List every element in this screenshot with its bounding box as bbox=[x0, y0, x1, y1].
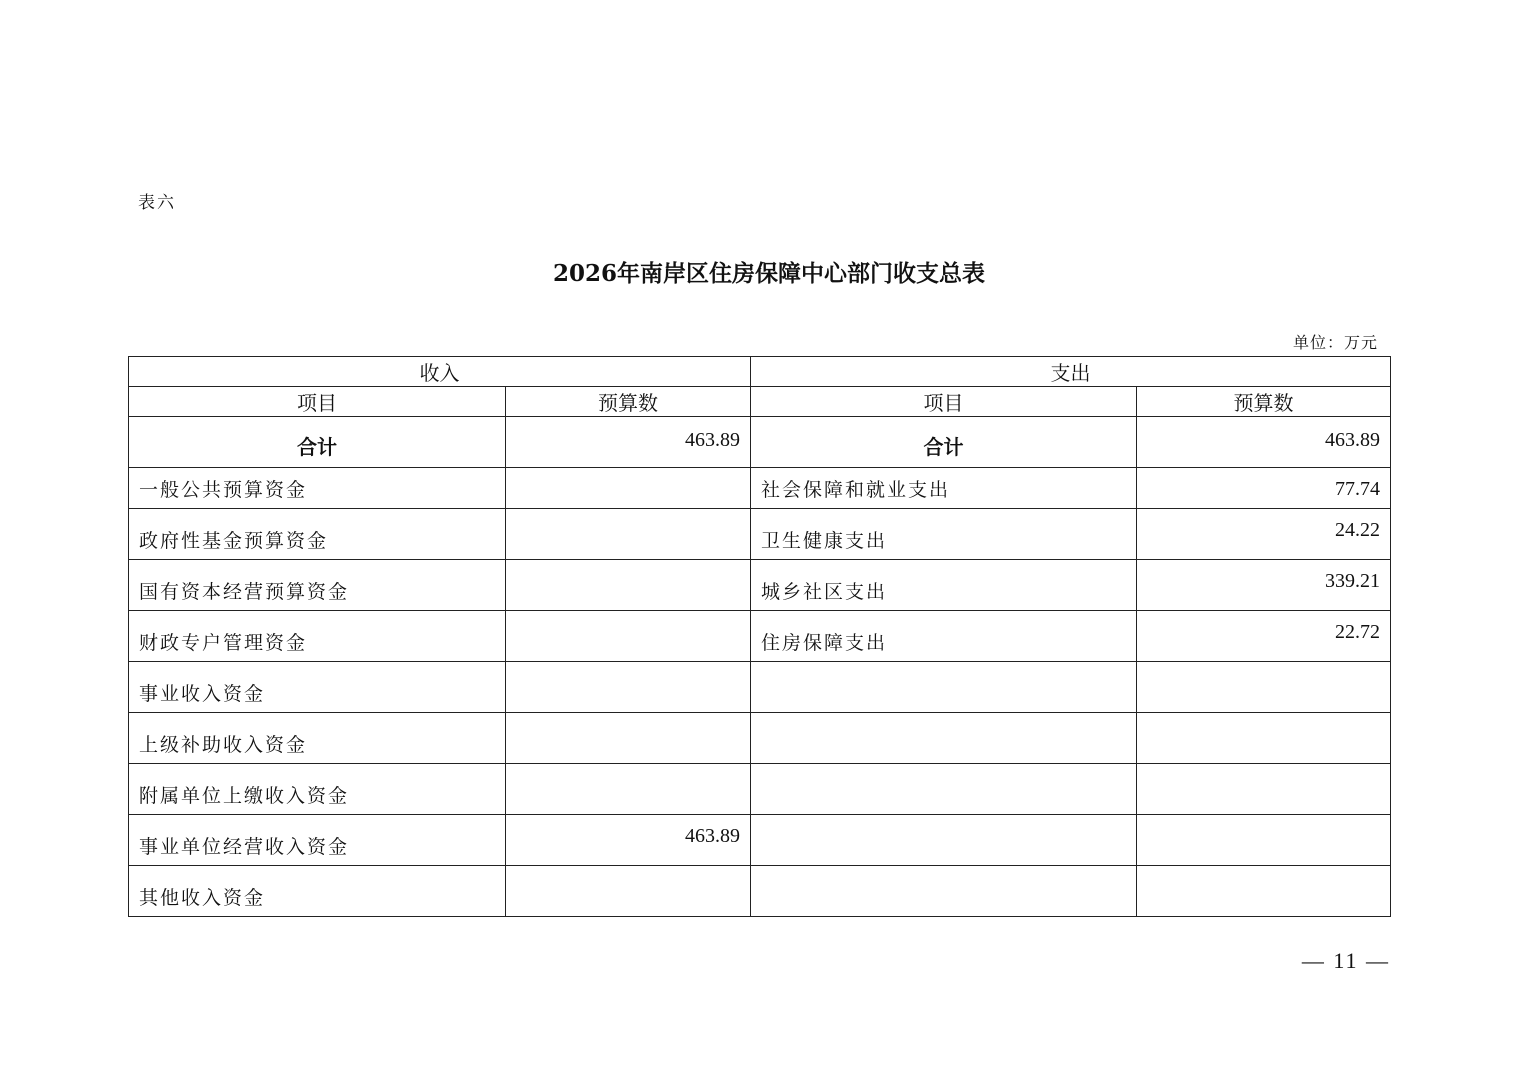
expense-item: 社会保障和就业支出 bbox=[751, 468, 1137, 509]
income-value bbox=[506, 560, 751, 611]
expense-group-header: 支出 bbox=[751, 357, 1391, 387]
table-row bbox=[129, 764, 1391, 815]
document-title: 2026年南岸区住房保障中心部门收支总表 bbox=[552, 260, 985, 287]
income-item-column-header: 项目 bbox=[129, 387, 506, 417]
income-item: 国有资本经营预算资金 bbox=[129, 560, 506, 611]
expense-item bbox=[751, 866, 1137, 917]
expense-item bbox=[751, 764, 1137, 815]
income-item: 一般公共预算资金 bbox=[129, 468, 506, 509]
expense-total-label: 合计 bbox=[751, 417, 1137, 468]
income-value bbox=[506, 509, 751, 560]
income-item: 政府性基金预算资金 bbox=[129, 509, 506, 560]
expense-value: 339.21 bbox=[1137, 560, 1391, 611]
income-item: 上级补助收入资金 bbox=[129, 713, 506, 764]
expense-value bbox=[1137, 764, 1391, 815]
expense-value: 22.72 bbox=[1137, 611, 1391, 662]
income-value bbox=[506, 713, 751, 764]
table-row bbox=[129, 662, 1391, 713]
expense-value bbox=[1137, 662, 1391, 713]
income-value bbox=[506, 866, 751, 917]
expense-budget-column-header: 预算数 bbox=[1137, 387, 1391, 417]
income-group-header: 收入 bbox=[129, 357, 751, 387]
table-row bbox=[129, 713, 1391, 764]
unit-label: 单位：万元 bbox=[1292, 333, 1378, 352]
table-body bbox=[129, 357, 1391, 917]
expense-item-column-header: 项目 bbox=[751, 387, 1137, 417]
table-row bbox=[129, 866, 1391, 917]
income-value bbox=[506, 611, 751, 662]
expense-item: 住房保障支出 bbox=[751, 611, 1137, 662]
expense-value bbox=[1137, 866, 1391, 917]
table-label: 表六 bbox=[138, 193, 176, 213]
expense-item: 城乡社区支出 bbox=[751, 560, 1137, 611]
expense-value bbox=[1137, 713, 1391, 764]
expense-total-value: 463.89 bbox=[1137, 417, 1391, 468]
income-item: 事业收入资金 bbox=[129, 662, 506, 713]
column-header-row bbox=[129, 387, 1391, 417]
expense-value bbox=[1137, 815, 1391, 866]
expense-item bbox=[751, 713, 1137, 764]
page-number: — 11 — bbox=[1301, 948, 1390, 973]
income-value bbox=[506, 764, 751, 815]
table-row bbox=[129, 815, 1391, 866]
table-row bbox=[129, 560, 1391, 611]
income-total-value: 463.89 bbox=[506, 417, 751, 468]
income-value bbox=[506, 662, 751, 713]
income-value bbox=[506, 468, 751, 509]
expense-value: 24.22 bbox=[1137, 509, 1391, 560]
income-value: 463.89 bbox=[506, 815, 751, 866]
group-header-row bbox=[129, 357, 1391, 387]
income-item: 其他收入资金 bbox=[129, 866, 506, 917]
table-row bbox=[129, 611, 1391, 662]
income-total-label: 合计 bbox=[129, 417, 506, 468]
expense-item bbox=[751, 815, 1137, 866]
income-item: 事业单位经营收入资金 bbox=[129, 815, 506, 866]
table-row bbox=[129, 468, 1391, 509]
income-item: 财政专户管理资金 bbox=[129, 611, 506, 662]
total-row bbox=[129, 417, 1391, 468]
income-budget-column-header: 预算数 bbox=[506, 387, 751, 417]
budget-summary-table bbox=[128, 356, 1391, 917]
expense-value: 77.74 bbox=[1137, 468, 1391, 509]
table-row bbox=[129, 509, 1391, 560]
expense-item bbox=[751, 662, 1137, 713]
expense-item: 卫生健康支出 bbox=[751, 509, 1137, 560]
income-item: 附属单位上缴收入资金 bbox=[129, 764, 506, 815]
